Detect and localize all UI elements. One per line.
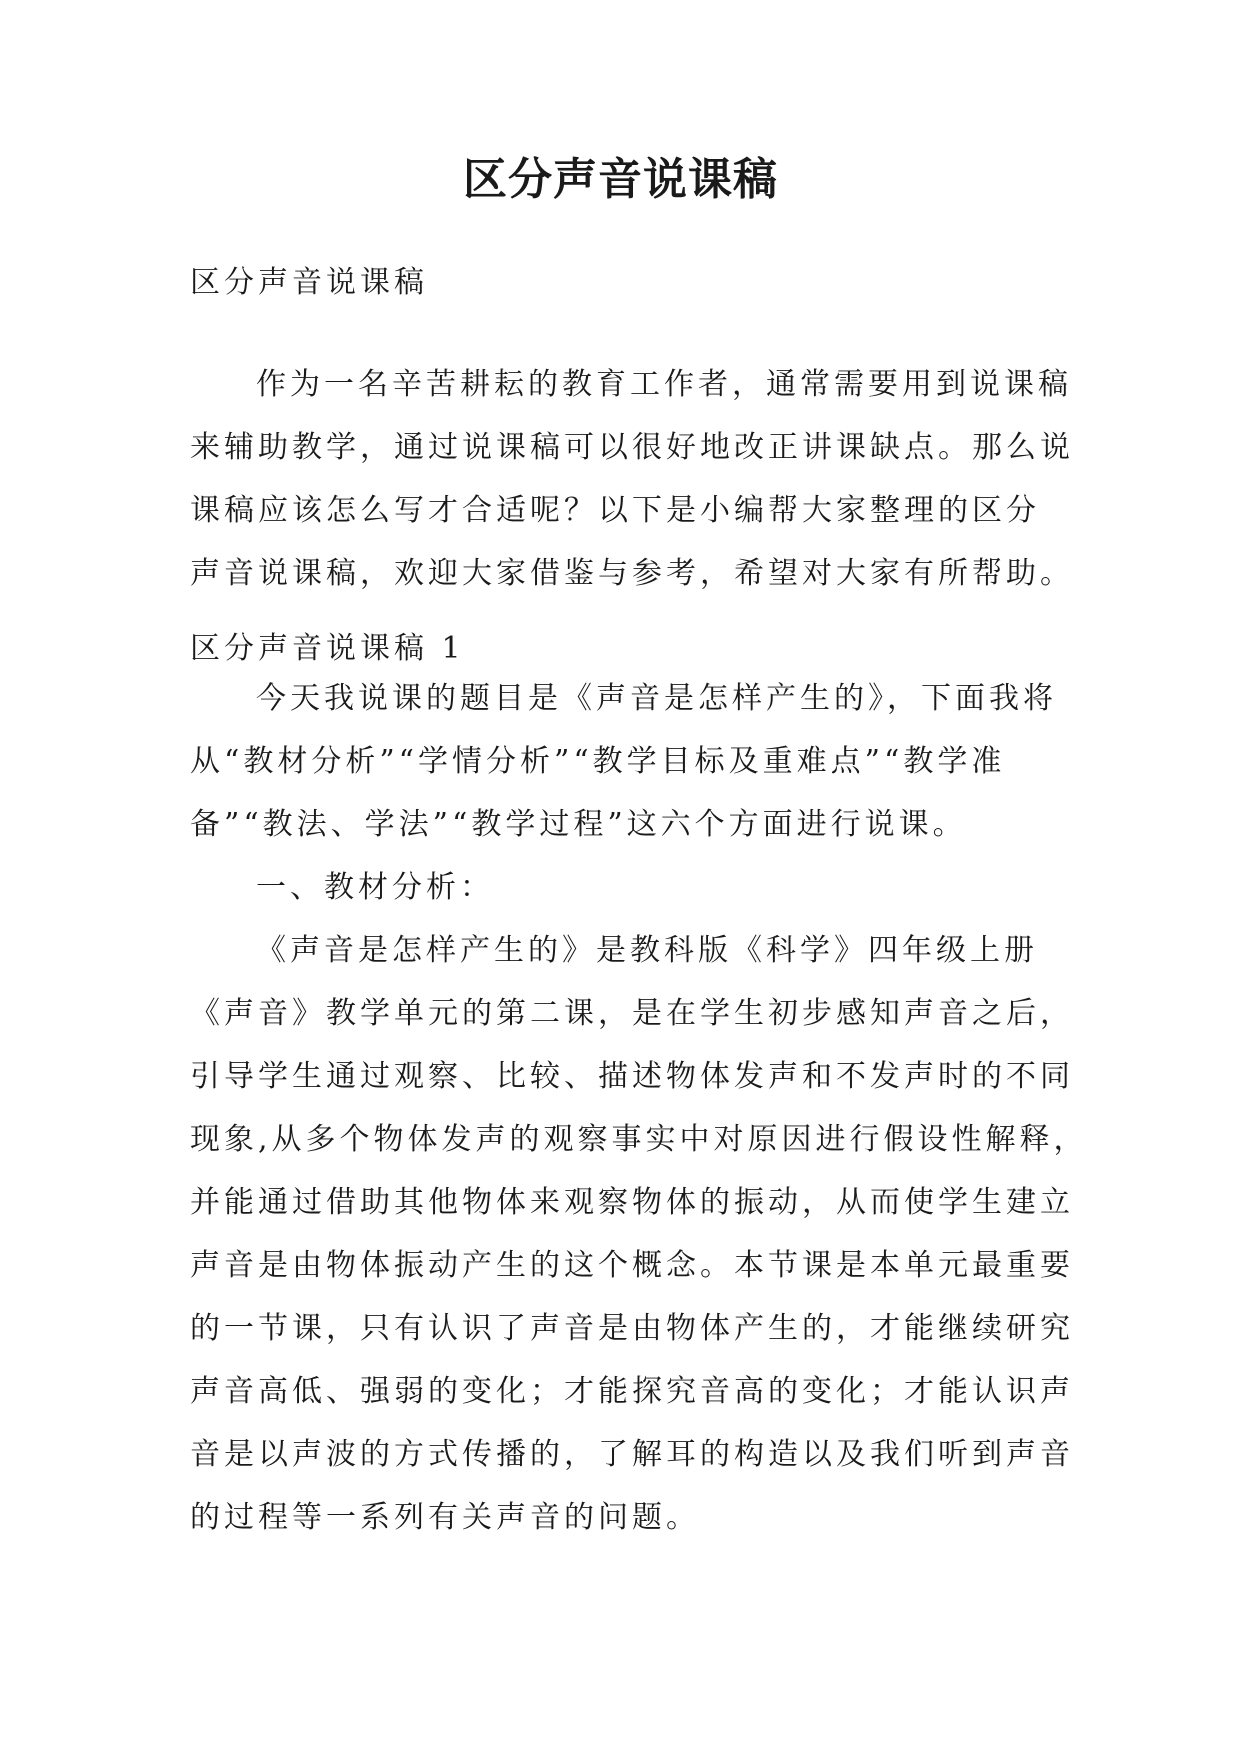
section-heading-analysis: 一、教材分析： [256,870,494,905]
section-line: 现象,从多个物体发声的观察事实中对原因进行假设性解释， [190,1122,1088,1157]
section-line: 声音高低、强弱的变化；才能探究音高的变化；才能认识声 [190,1374,1074,1409]
intro-line: 来辅助教学，通过说课稿可以很好地改正讲课缺点。那么说 [190,430,1074,465]
intro-line: 声音说课稿，欢迎大家借鉴与参考，希望对大家有所帮助。 [190,556,1074,591]
section-body [190,667,1088,1549]
document-subtitle: 区分声音说课稿 [190,265,428,300]
intro-line: 课稿应该怎么写才合适呢？以下是小编帮大家整理的区分 [190,493,1040,528]
section-line: 的一节课，只有认识了声音是由物体产生的，才能继续研究 [190,1311,1074,1346]
section-line: 《声音是怎样产生的》是教科版《科学》四年级上册 [256,933,1038,968]
intro-line: 作为一名辛苦耕耘的教育工作者，通常需要用到说课稿 [256,367,1072,402]
section-line: 从“教材分析”“学情分析”“教学目标及重难点”“教学准 [190,744,1006,779]
intro-paragraph [190,353,1074,605]
section-line: 《声音》教学单元的第二课，是在学生初步感知声音之后， [190,996,1074,1031]
section-line: 备”“教法、学法”“教学过程”这六个方面进行说课。 [190,807,967,842]
section-line: 今天我说课的题目是《声音是怎样产生的》，下面我将 [256,681,1057,716]
document-title: 区分声音说课稿 [463,154,778,205]
section-heading: 区分声音说课稿 1 [190,631,465,666]
section-line: 的过程等一系列有关声音的问题。 [190,1500,700,1535]
section-line: 引导学生通过观察、比较、描述物体发声和不发声时的不同 [190,1059,1074,1094]
section-line: 音是以声波的方式传播的，了解耳的构造以及我们听到声音 [190,1437,1074,1472]
section-line: 并能通过借助其他物体来观察物体的振动，从而使学生建立 [190,1185,1074,1220]
section-line: 声音是由物体振动产生的这个概念。本节课是本单元最重要 [190,1248,1074,1283]
